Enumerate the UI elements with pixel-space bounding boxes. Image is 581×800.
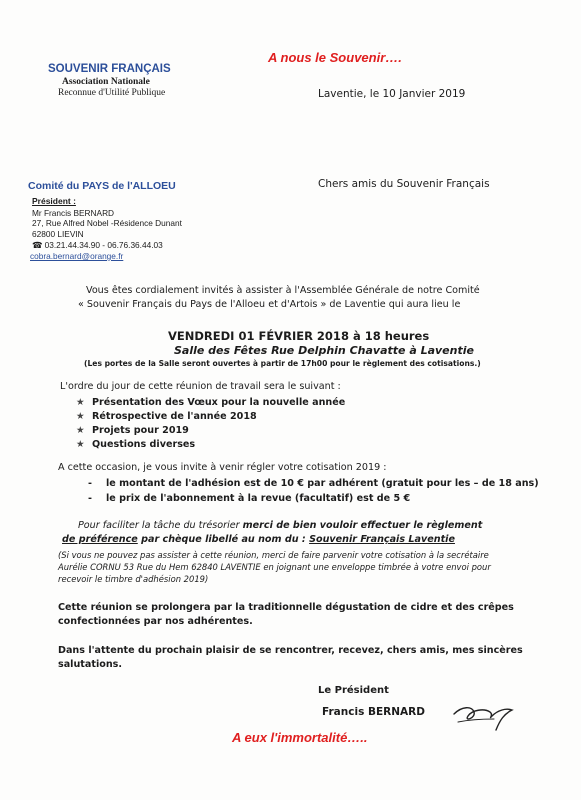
closing-line-1: Dans l'attente du prochain plaisir de se rencontrer, recevez, chers amis, mes sincères bbox=[58, 645, 523, 656]
president-title: Le Président bbox=[318, 685, 389, 696]
aside-line-1: (Si vous ne pouvez pas assister à cette réunion, merci de faire parvenir votre cotisation à la secrétaire bbox=[58, 550, 489, 560]
star-bullet-icon: ★ bbox=[76, 397, 85, 408]
event-date: VENDREDI 01 FÉVRIER 2018 à 18 heures bbox=[168, 329, 430, 343]
cotisation-item-text: le prix de l'abonnement à la revue (facultatif) est de 5 € bbox=[106, 493, 411, 504]
aside-line-3: recevoir le timbre d'adhésion 2019) bbox=[58, 574, 209, 584]
intro-line-1: Vous êtes cordialement invités à assister à l'Assemblée Générale de notre Comité bbox=[86, 285, 480, 296]
org-subtitle-national: Association Nationale bbox=[62, 77, 150, 87]
president-label: Président : bbox=[32, 196, 76, 206]
org-name: SOUVENIR FRANÇAIS bbox=[48, 63, 171, 75]
dash-bullet: - bbox=[88, 493, 92, 504]
tresorier-line-1 bbox=[78, 520, 482, 531]
intro-line-2: « Souvenir Français du Pays de l'Alloeu et d'Artois » de Laventie qui aura lieu le bbox=[78, 299, 461, 310]
agenda-intro: L'ordre du jour de cette réunion de travail sera le suivant : bbox=[60, 381, 341, 392]
event-note: (Les portes de la Salle seront ouvertes à partir de 17h00 pour le règlement des cotisations.) bbox=[84, 359, 481, 368]
reunion-line-2: confectionnées par nos adhérentes. bbox=[58, 616, 253, 627]
handwritten-signature bbox=[450, 700, 520, 738]
motto-bottom: A eux l'immortalité….. bbox=[232, 730, 368, 745]
president-name-line: Mr Francis BERNARD bbox=[32, 208, 115, 218]
president-signature-name: Francis BERNARD bbox=[322, 706, 425, 718]
agenda-item-text: Projets pour 2019 bbox=[92, 425, 189, 436]
president-email-link[interactable]: cobra.bernard@orange.fr bbox=[30, 251, 124, 261]
agenda-item-text: Rétrospective de l'année 2018 bbox=[92, 411, 257, 422]
star-bullet-icon: ★ bbox=[76, 439, 85, 450]
tresorier-line-2 bbox=[62, 534, 455, 545]
aside-line-2: Aurélie CORNU 53 Rue du Hem 62840 LAVENTIE en joignant une enveloppe timbrée à votre envoi pour bbox=[58, 562, 491, 572]
agenda-item-text: Présentation des Vœux pour la nouvelle année bbox=[92, 397, 346, 408]
cotisation-item-text: le montant de l'adhésion est de 10 € par adhérent (gratuit pour les – de 18 ans) bbox=[106, 478, 539, 489]
star-bullet-icon: ★ bbox=[76, 425, 85, 436]
cotisation-item bbox=[88, 493, 410, 504]
tresorier-line-1-start: Pour faciliter la tâche du trésorier bbox=[78, 520, 243, 531]
agenda-item bbox=[76, 439, 195, 450]
president-address-line: 27, Rue Alfred Nobel -Résidence Dunant bbox=[32, 218, 182, 228]
president-phone-line: ☎ 03.21.44.34.90 - 06.76.36.44.03 bbox=[32, 240, 163, 250]
agenda-item-text: Questions diverses bbox=[92, 439, 196, 450]
tresorier-preference: de préférence bbox=[62, 534, 138, 545]
tresorier-cheque: par chèque libellé au nom du : bbox=[137, 534, 310, 545]
event-venue: Salle des Fêtes Rue Delphin Chavatte à Laventie bbox=[174, 344, 474, 357]
reunion-line-1: Cette réunion se prolongera par la traditionnelle dégustation de cidre et des crêpes bbox=[58, 602, 514, 613]
place-date: Laventie, le 10 Janvier 2019 bbox=[318, 88, 466, 100]
agenda-item bbox=[76, 411, 257, 422]
agenda-item bbox=[76, 425, 189, 436]
tresorier-payee: Souvenir Français Laventie bbox=[309, 534, 455, 545]
closing-line-2: salutations. bbox=[58, 659, 123, 670]
comite-name: Comité du PAYS de l'ALLOEU bbox=[28, 180, 176, 192]
org-subtitle-public-utility: Reconnue d'Utilité Publique bbox=[58, 88, 166, 98]
agenda-item bbox=[76, 397, 345, 408]
dash-bullet: - bbox=[88, 478, 92, 489]
cotisation-item bbox=[88, 478, 539, 489]
cotisation-intro: A cette occasion, je vous invite à venir régler votre cotisation 2019 : bbox=[58, 462, 387, 473]
star-bullet-icon: ★ bbox=[76, 411, 85, 422]
greeting: Chers amis du Souvenir Français bbox=[318, 178, 490, 190]
tresorier-line-1-end: merci de bien vouloir effectuer le règlement bbox=[242, 520, 483, 531]
president-city-line: 62800 LIEVIN bbox=[32, 229, 84, 239]
motto-top: A nous le Souvenir…. bbox=[268, 50, 402, 65]
